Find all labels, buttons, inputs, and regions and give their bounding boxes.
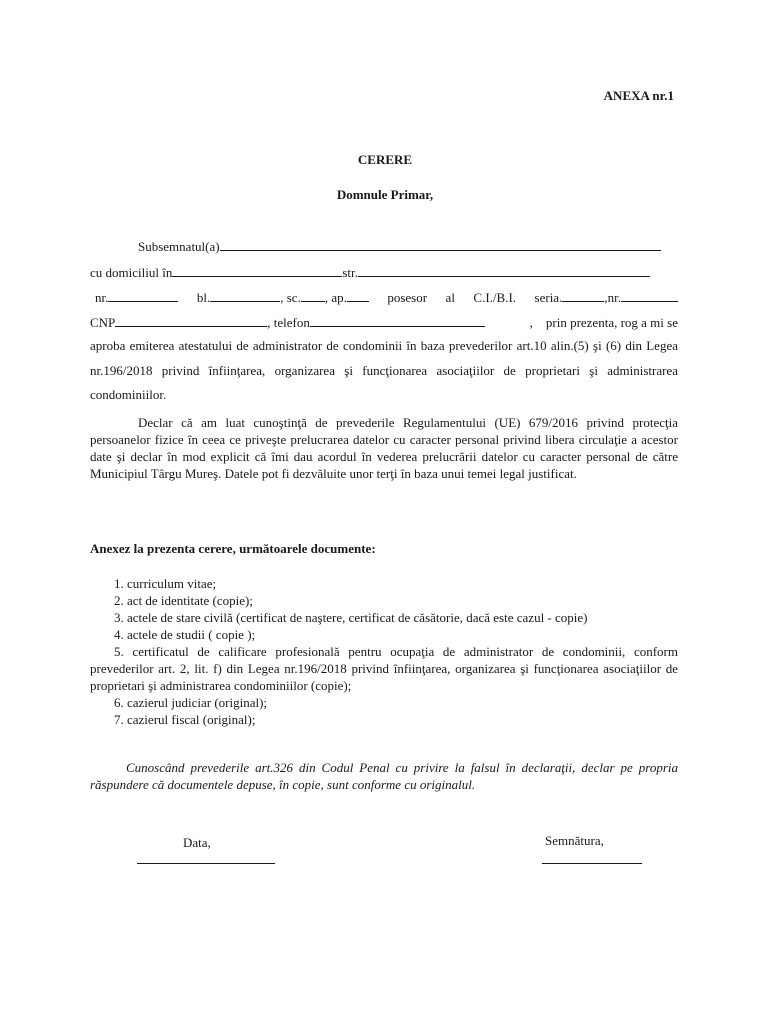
bl-label: bl. <box>196 290 211 305</box>
annex-heading: Anexez la prezenta cerere, următoarele documente: <box>90 541 376 556</box>
bl-blank[interactable] <box>210 289 280 302</box>
id-number-blank[interactable] <box>621 289 678 302</box>
list-item: 3. actele de stare civilă (certificat de naştere, certificat de căsătorie, dacă este cazul - copie) <box>114 610 588 625</box>
seria-label: seria. <box>534 290 563 305</box>
ci-label: C.I./B.I. <box>473 290 517 305</box>
signature-label: Semnătura, <box>545 833 604 848</box>
city-blank[interactable] <box>172 264 342 277</box>
sc-blank[interactable] <box>301 289 325 302</box>
name-line <box>90 238 678 256</box>
list-item: 1. curriculum vitae; <box>114 576 217 591</box>
posesor-label: posesor <box>387 290 428 305</box>
date-label: Data, <box>183 835 211 850</box>
prin-label: , prin prezenta, rog a mi se <box>529 315 678 330</box>
nr-blank[interactable] <box>108 289 178 302</box>
domiciliu-label: cu domiciliul în <box>90 265 173 280</box>
list-item: 7. cazierul fiscal (original); <box>114 712 256 727</box>
subsemnatul-label: Subsemnatul(a) <box>138 239 220 254</box>
date-blank[interactable] <box>137 863 275 864</box>
cnp-blank[interactable] <box>115 314 267 327</box>
sc-label: , sc. <box>280 290 301 305</box>
request-body: aproba emiterea atestatului de administrator de condominii în baza prevederilor art.10 alin.(5) şi (6) din Legea nr.196/2018 privind înfiinţarea, organizarea şi funcţionarea asociaţiilor de proprietari şi administrarea condominiilor. <box>90 338 678 402</box>
addressee: Domnule Primar, <box>336 187 434 202</box>
penal-declaration: Cunoscând prevederile art.326 din Codul Penal cu privire la falsul în declaraţii, declar pe propria răspundere că documentele depuse, în copie, sunt conforme cu originalul. <box>90 760 678 792</box>
street-label: str. <box>342 265 358 280</box>
cnp-label: CNP <box>90 315 116 330</box>
signature-blank[interactable] <box>542 863 642 864</box>
list-item: 2. act de identitate (copie); <box>114 593 253 608</box>
list-item: 6. cazierul judiciar (original); <box>114 695 268 710</box>
al-label: al <box>445 290 455 305</box>
annex-title: ANEXA nr.1 <box>603 88 674 103</box>
cnp-line <box>90 314 678 332</box>
id-line <box>90 289 678 307</box>
seria-blank[interactable] <box>562 289 604 302</box>
list-item: 5. certificatul de calificare profesională pentru ocupaţia de administrator de condominii, conform prevederilor art. 2, lit. f) din Legea nr.196/2018 privind înfiinţarea, organizarea şi funcţionarea asociaţiilor de proprietari şi administrarea condominiilor (copie); <box>90 644 678 693</box>
address-line <box>90 264 678 282</box>
document-list <box>90 575 678 728</box>
gdpr-paragraph: Declar că am luat cunoştinţă de prevederile Regulamentului (UE) 679/2016 privind protecţia persoanelor fizice în ceea ce priveşte prelucrarea datelor cu caracter personal privind libera circulaţie a acestor date şi declar în mod explicit că îmi dau acordul în vederea prelucrării datelor cu caracter personal de către Municipiul Târgu Mureş. Datele pot fi dezvăluite unor terţi în baza unui temei legal justificat. <box>90 415 678 481</box>
street-blank[interactable] <box>358 264 650 277</box>
nr-label: nr. <box>95 290 109 305</box>
name-blank[interactable] <box>220 238 661 251</box>
list-item: 4. actele de studii ( copie ); <box>114 627 256 642</box>
telefon-label: , telefon <box>267 315 310 330</box>
telefon-blank[interactable] <box>310 314 485 327</box>
ap-label: , ap. <box>324 290 347 305</box>
document-title: CERERE <box>357 152 413 167</box>
ap-blank[interactable] <box>347 289 369 302</box>
nr2-label: ,nr. <box>604 290 621 305</box>
